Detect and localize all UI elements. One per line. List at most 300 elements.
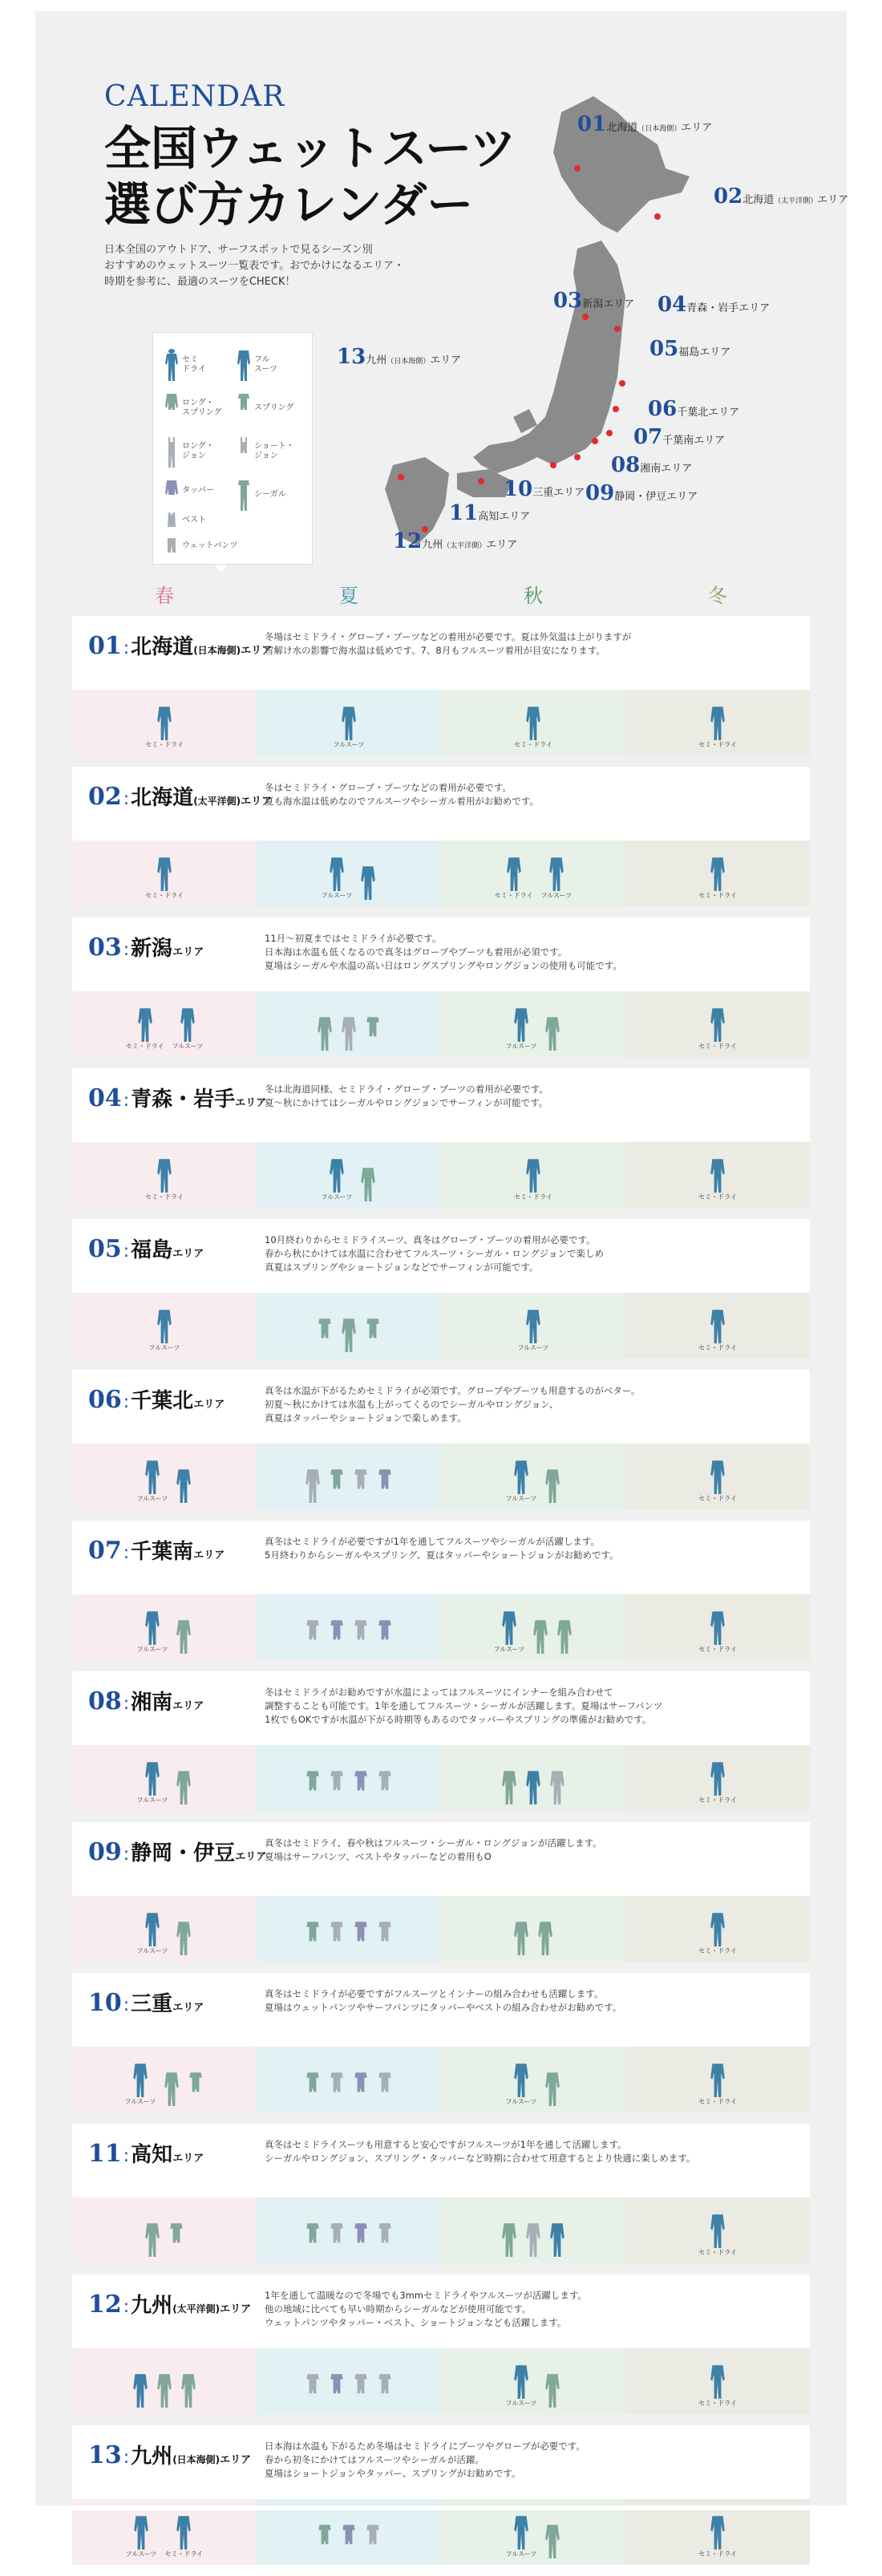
spring-icon — [377, 2071, 393, 2106]
suit-spring — [329, 1769, 345, 1804]
cell-winter — [625, 2047, 810, 2112]
suit-full — [698, 1308, 737, 1352]
suit-spring — [305, 2372, 321, 2408]
area-description: 真冬はセミドライが必要ですがフルスーツとインナーの組み合わせも活躍します。 夏場はウェットパンツやサーフパンツにタッパーやベストの組み合わせがお勧めです。 — [265, 1988, 622, 2013]
area-subtitle: (日本海側) — [193, 645, 241, 656]
area-title: 福島 — [131, 1238, 173, 1262]
spring-icon — [353, 1769, 369, 1804]
wet-pants-icon — [164, 537, 179, 556]
suit-label: フルスーツ — [517, 1344, 549, 1351]
season-suit-row — [72, 690, 810, 755]
area-colon: : — [123, 2297, 130, 2317]
area-subtitle: (太平洋側) — [193, 796, 241, 807]
spring-icon — [305, 2372, 321, 2408]
full-suit-icon — [132, 2372, 148, 2408]
full-suit-icon — [544, 2071, 560, 2106]
spring-icon — [353, 1920, 369, 1955]
spring-icon — [317, 2523, 333, 2558]
season-winter: 冬 — [708, 585, 727, 607]
area-number: 05 — [88, 1235, 122, 1263]
title-line-1: 全国ウェットスーツ — [104, 121, 516, 176]
season-suit-row — [72, 1142, 810, 1208]
area-suffix: エリア — [220, 2303, 252, 2315]
full-suit-icon — [329, 1157, 345, 1193]
suit-label: フルスーツ — [505, 2098, 537, 2105]
area-number: 04 — [88, 1084, 122, 1112]
cell-winter — [625, 1293, 810, 1359]
map-label-06: 06千葉北エリア — [648, 397, 740, 421]
suit-label: セミ・ドライ — [698, 1043, 737, 1050]
area-description: 11月～初夏まではセミドライが必要です。 日本海は水温も低くなるので真冬はグローブやブーツも着用が必須です。 夏場はシーガルや水温の高い日はロングスプリングやロングジョンの使用も可能です。 — [265, 933, 622, 971]
suit-spring — [377, 1920, 393, 1955]
full-suit-icon — [305, 1468, 321, 1503]
area-suffix: エリア — [235, 1851, 267, 1863]
area-number: 12 — [88, 2290, 122, 2319]
suit-full — [334, 705, 365, 749]
suit-full — [525, 1769, 541, 1804]
suit-spring — [188, 2071, 204, 2106]
suit-full — [322, 1157, 353, 1201]
suit-full — [698, 2062, 737, 2106]
full-suit-icon — [180, 2372, 196, 2408]
cell-spring — [72, 2348, 257, 2414]
area-suffix: エリア — [193, 1399, 225, 1411]
suit-full — [156, 2372, 172, 2408]
full-suit-icon — [710, 705, 726, 740]
suit-full — [145, 1157, 184, 1201]
suit-label: フルスーツ — [321, 1193, 353, 1201]
full-suit-icon — [513, 2363, 529, 2399]
full-suit-icon — [176, 1618, 192, 1654]
legend-item-long-spring: ロング・ スプリング — [164, 392, 221, 424]
area-block-04 — [72, 1068, 810, 1208]
spring-icon — [353, 1618, 369, 1654]
full-suit-icon — [537, 1920, 553, 1955]
spring-icon — [377, 2372, 393, 2408]
suit-label: セミ・ドライ — [514, 1193, 552, 1201]
suit-full — [698, 2514, 737, 2558]
suit-full — [544, 2071, 560, 2106]
cell-winter — [625, 1444, 810, 1509]
area-header — [72, 1370, 810, 1444]
suit-label: セミ・ドライ — [698, 2550, 737, 2558]
full-suit-icon — [329, 856, 345, 891]
suit-spring — [305, 2222, 321, 2257]
suit-label: フルスーツ — [505, 1043, 537, 1050]
cell-autumn — [441, 2348, 625, 2414]
spring-icon — [317, 1317, 333, 1352]
area-colon: : — [123, 2146, 130, 2166]
suit-full — [549, 1769, 565, 1804]
suit-full — [137, 1911, 168, 1955]
area-header — [72, 2425, 810, 2499]
full-suit-icon — [156, 856, 172, 891]
cell-winter — [625, 2348, 810, 2414]
area-colon: : — [123, 789, 130, 809]
suit-spring — [365, 1015, 381, 1051]
spring-icon — [353, 1468, 369, 1503]
area-title: 湘南 — [131, 1691, 173, 1715]
suit-label: セミ・ドライ — [698, 2098, 737, 2105]
area-name — [72, 1671, 265, 1745]
cell-summer — [257, 991, 441, 1057]
spring-icon — [329, 2222, 345, 2257]
full-suit-icon — [544, 1468, 560, 1503]
cell-summer — [257, 1444, 441, 1509]
suit-label: フルスーツ — [172, 1043, 204, 1050]
area-block-12 — [72, 2274, 810, 2414]
intro-text: 日本全国のアウトドア、サーフスポットで見るシーズン別 おすすめのウェットスーツ一覧表です。おでかけになるエリア・ 時期を参考に、最適のスーツをCHECK！ — [104, 244, 405, 288]
suit-full — [125, 2062, 156, 2106]
area-block-07 — [72, 1521, 810, 1660]
full-suit-icon — [513, 1007, 529, 1042]
cell-autumn — [441, 1293, 625, 1359]
suit-spring — [353, 2372, 369, 2408]
cell-autumn — [441, 1444, 625, 1509]
area-header — [72, 2124, 810, 2197]
area-number: 07 — [88, 1537, 122, 1565]
spring-icon — [305, 2071, 321, 2106]
area-list — [72, 616, 810, 2576]
area-number: 02 — [88, 783, 122, 811]
cell-winter — [625, 2197, 810, 2263]
suit-full — [317, 1015, 333, 1051]
suit-spring — [305, 1618, 321, 1654]
spring-icon — [305, 1769, 321, 1804]
suit-label: セミ・ドライ — [698, 741, 737, 748]
area-colon: : — [123, 638, 130, 658]
suit-full — [537, 1920, 553, 1955]
cell-autumn — [441, 690, 625, 755]
area-header — [72, 917, 810, 991]
spring-icon — [377, 1920, 393, 1955]
full-suit-icon — [710, 2363, 726, 2399]
full-suit-icon — [360, 1166, 376, 1201]
spring-icon — [353, 2071, 369, 2106]
full-suit-icon — [144, 2222, 160, 2257]
cell-spring — [72, 840, 257, 906]
suit-full — [164, 2514, 203, 2558]
legend-item-long-john: ロング・ ジョン — [164, 435, 214, 468]
cell-summer — [257, 2348, 441, 2414]
area-number: 13 — [88, 2441, 122, 2469]
area-number: 01 — [88, 632, 122, 660]
full-suit-icon — [156, 705, 172, 740]
vest-icon — [164, 511, 179, 530]
suit-label: セミ・ドライ — [698, 2249, 737, 2256]
area-suffix: エリア — [241, 645, 273, 657]
suit-spring — [305, 1920, 321, 1955]
area-description: 真冬は水温が下がるためセミドライが必須です。グローブやブーツも用意するのがベター。 初夏～秋にかけては水温も上がってくるのでシーガルやロングジョン、 真夏はタッパーやショートジョンで楽しめます。 — [265, 1385, 641, 1424]
full-suit-icon — [710, 856, 726, 891]
suit-full — [360, 1166, 376, 1201]
cell-spring — [72, 1293, 257, 1359]
suit-spring — [365, 1317, 381, 1352]
area-colon: : — [123, 2448, 130, 2468]
area-colon: : — [123, 1241, 130, 1262]
suit-label: フルスーツ — [125, 2550, 157, 2558]
area-name — [72, 1521, 265, 1594]
full-suit-icon — [549, 2222, 565, 2257]
area-description: 真冬はセミドライスーツも用意すると安心ですがフルスーツが1年を通して活躍します。 シーガルやロングジョン、スプリング・タッパーなど時期に合わせて用意するとより快適に楽しめます。 — [265, 2139, 696, 2164]
suit-full — [126, 2514, 157, 2558]
full-suit-icon — [710, 2213, 726, 2248]
full-suit-icon — [710, 1459, 726, 1494]
suit-full — [698, 2363, 737, 2408]
suit-full — [322, 856, 353, 900]
suit-full — [341, 1317, 357, 1352]
area-name — [72, 2274, 265, 2348]
suit-spring — [168, 2222, 184, 2257]
suit-label: フルスーツ — [148, 1344, 180, 1351]
suit-label: セミ・ドライ — [164, 2550, 204, 2558]
area-number: 10 — [88, 1989, 122, 2017]
spring-icon — [329, 1920, 345, 1955]
area-block-10 — [72, 1973, 810, 2112]
suit-label: セミ・ドライ — [514, 741, 552, 748]
cell-winter — [625, 1142, 810, 1208]
area-description: 冬は北海道同様、セミドライ・グローブ・ブーツの着用が必要です。 夏～秋にかけてはシーガルやロングジョンでサーフィンが可能です。 — [265, 1083, 548, 1108]
season-suit-row — [72, 991, 810, 1057]
suit-label: フルスーツ — [136, 1947, 168, 1954]
cell-summer — [257, 690, 441, 755]
cell-summer — [257, 840, 441, 906]
cell-spring — [72, 2197, 257, 2263]
short-john-icon — [237, 435, 251, 468]
suit-label: セミ・ドライ — [698, 1796, 737, 1804]
area-block-11 — [72, 2124, 810, 2263]
area-block-09 — [72, 1822, 810, 1962]
cell-spring — [72, 1594, 257, 1660]
suit-full — [501, 2222, 517, 2257]
area-name — [72, 1822, 265, 1896]
area-subtitle: (太平洋側) — [172, 2303, 220, 2315]
legend-item-pants: ウェットパンツ — [164, 537, 237, 556]
full-suit-icon — [132, 2062, 148, 2097]
full-suit-icon — [513, 1459, 529, 1494]
cell-winter — [625, 1594, 810, 1660]
suit-full — [698, 856, 737, 900]
suit-label: セミ・ドライ — [494, 892, 533, 899]
suit-legend — [152, 332, 313, 565]
suit-spring — [377, 2372, 393, 2408]
suit-spring — [329, 2222, 345, 2257]
full-suit-icon — [710, 1911, 726, 1946]
suit-spring — [377, 2222, 393, 2257]
suit-spring — [329, 2372, 345, 2408]
area-name — [72, 2425, 265, 2499]
area-block-01 — [72, 616, 810, 755]
suit-label: セミ・ドライ — [698, 1344, 737, 1351]
area-number: 11 — [88, 2140, 122, 2168]
suit-full — [506, 2062, 537, 2106]
cell-autumn — [441, 1745, 625, 1811]
suit-label: セミ・ドライ — [145, 741, 184, 748]
area-suffix: エリア — [241, 796, 273, 808]
suit-spring — [365, 2523, 381, 2558]
full-suit-icon — [710, 1760, 726, 1796]
full-suit-icon — [317, 1015, 333, 1051]
season-suit-row — [72, 840, 810, 906]
spring-icon — [377, 1769, 393, 1804]
area-colon: : — [123, 1091, 130, 1111]
cell-summer — [257, 1293, 441, 1359]
area-colon: : — [123, 1543, 130, 1563]
map-label-11: 11高知エリア — [449, 501, 531, 525]
season-suit-row — [72, 1896, 810, 1962]
suit-label: セミ・ドライ — [698, 1495, 737, 1502]
suit-spring — [353, 1618, 369, 1654]
calendar-label: CALENDAR — [104, 80, 285, 113]
suit-label: セミ・ドライ — [125, 1043, 164, 1050]
season-header — [72, 582, 810, 610]
area-suffix: エリア — [220, 2454, 252, 2466]
map-label-13: 13九州（日本海側）エリア — [337, 345, 462, 369]
area-suffix: エリア — [172, 1700, 204, 1712]
full-suit-icon — [710, 2514, 726, 2550]
suit-spring — [317, 1317, 333, 1352]
area-block-02 — [72, 767, 810, 906]
suit-full — [495, 856, 533, 900]
suit-spring — [329, 1920, 345, 1955]
cell-spring — [72, 690, 257, 755]
spring-icon — [305, 1618, 321, 1654]
cell-winter — [625, 1745, 810, 1811]
area-suffix: エリア — [172, 1248, 204, 1260]
spring-icon — [365, 2523, 381, 2558]
suit-full — [506, 2363, 537, 2408]
full-suit-icon — [176, 1920, 192, 1955]
suit-full — [698, 1157, 737, 1201]
suit-label: フルスーツ — [540, 892, 572, 899]
area-header — [72, 1219, 810, 1293]
season-spring: 春 — [155, 585, 174, 607]
area-title: 高知 — [131, 2143, 173, 2167]
suit-full — [541, 856, 572, 900]
suit-spring — [341, 2523, 357, 2558]
season-suit-row — [72, 1745, 810, 1811]
suit-label: フルスーツ — [505, 2550, 537, 2558]
full-suit-icon — [710, 1610, 726, 1645]
suit-spring — [305, 1769, 321, 1804]
suit-full — [549, 2222, 565, 2257]
legend-item-semi-dry: セミ ドライ — [164, 349, 206, 381]
suit-full — [698, 1760, 737, 1804]
season-suit-row — [72, 1444, 810, 1509]
full-suit-icon — [360, 865, 376, 900]
suit-label: セミ・ドライ — [698, 1947, 737, 1954]
season-suit-row — [72, 1293, 810, 1359]
suit-full — [164, 2071, 180, 2106]
suit-full — [137, 1760, 168, 1804]
suit-label: セミ・ドライ — [698, 892, 737, 899]
suit-full — [525, 2222, 541, 2257]
spring-icon — [188, 2071, 204, 2106]
area-description: 10月終わりからセミドライスーツ、真冬はグローブ・ブーツの着用が必要です。 春から秋にかけては水温に合わせてフルスーツ・シーガル・ロングジョンで楽しめ 真夏はスプリングやショートジョンなどでサーフィンが可能です。 — [265, 1234, 604, 1273]
full-suit-icon — [525, 1157, 541, 1193]
area-description: 真冬はセミドライが必要ですが1年を通してフルスーツやシーガルが活躍します。 5月終わりからシーガルやスプリング、夏はタッパーやショートジョンがお勧めです。 — [265, 1536, 619, 1561]
cell-autumn — [441, 2047, 625, 2112]
area-title: 千葉南 — [131, 1540, 194, 1564]
area-description: 冬場はセミドライ・グローブ・ブーツなどの着用が必要です。夏は外気温は上がりますが 雪解け水の影響で海水温は低めです。7、8月もフルスーツ着用が目安になります。 — [265, 631, 632, 656]
suit-full — [506, 1459, 537, 1503]
suit-full — [544, 1015, 560, 1051]
legend-item-spring: スプリング — [237, 392, 293, 424]
legend-pointer — [215, 565, 228, 573]
cell-summer — [257, 1594, 441, 1660]
area-description: 冬はセミドライ・グローブ・ブーツなどの着用が必要です。 夏も海水温は低めなのでフルスーツやシーガル着用がお勧めです。 — [265, 782, 540, 807]
suit-full — [145, 705, 184, 749]
suit-spring — [305, 2071, 321, 2106]
title-line-2: 選び方カレンダー — [104, 177, 474, 232]
area-colon: : — [123, 940, 130, 960]
suit-full — [506, 1007, 537, 1051]
map-label-01: 01北海道（日本海側）エリア — [577, 112, 713, 136]
suit-spring — [353, 2071, 369, 2106]
suit-full — [698, 2213, 737, 2257]
area-number: 06 — [88, 1386, 122, 1414]
full-suit-icon — [144, 1610, 160, 1645]
full-suit-icon — [164, 2071, 180, 2106]
long-spring-icon — [164, 392, 179, 424]
suit-full — [137, 1459, 168, 1503]
suit-label: セミ・ドライ — [698, 2400, 737, 2407]
semi-dry-suit-icon — [164, 349, 179, 381]
full-suit-icon — [156, 1157, 172, 1193]
sea-gull-icon — [237, 479, 251, 511]
area-title: 千葉北 — [131, 1389, 194, 1413]
cell-summer — [257, 1745, 441, 1811]
legend-item-short-john: ショート・ ジョン — [237, 435, 294, 468]
suit-full — [698, 1459, 737, 1503]
suit-full — [544, 1468, 560, 1503]
spring-icon — [237, 392, 251, 424]
full-suit-icon — [548, 856, 564, 891]
full-suit-icon — [137, 1007, 153, 1042]
area-number: 09 — [88, 1838, 122, 1866]
area-title: 九州 — [131, 2444, 173, 2469]
cell-summer — [257, 1142, 441, 1208]
map-label-12: 12九州（太平洋側）エリア — [393, 529, 518, 553]
suit-label: フルスーツ — [493, 1646, 525, 1653]
full-suit-icon — [144, 1911, 160, 1946]
full-suit-icon — [532, 1618, 548, 1654]
area-title: 新潟 — [131, 937, 173, 961]
cell-winter — [625, 690, 810, 755]
area-number: 08 — [88, 1687, 122, 1715]
suit-full — [698, 1007, 737, 1051]
suit-full — [514, 1157, 552, 1201]
spring-icon — [377, 2222, 393, 2257]
suit-full — [556, 1618, 572, 1654]
cell-spring — [72, 1142, 257, 1208]
suit-label: フルスーツ — [124, 2098, 156, 2105]
spring-icon — [329, 2372, 345, 2408]
area-colon: : — [123, 1995, 130, 2015]
cell-summer — [257, 2047, 441, 2112]
suit-label: フルスーツ — [136, 1796, 168, 1804]
area-header — [72, 1973, 810, 2047]
suit-full — [172, 1007, 204, 1051]
suit-full — [532, 1618, 548, 1654]
map-label-07: 07千葉南エリア — [633, 425, 726, 449]
suit-spring — [377, 1769, 393, 1804]
area-header — [72, 1521, 810, 1594]
cell-summer — [257, 2197, 441, 2263]
suit-spring — [377, 1468, 393, 1503]
suit-full — [514, 705, 552, 749]
area-block-05 — [72, 1219, 810, 1359]
